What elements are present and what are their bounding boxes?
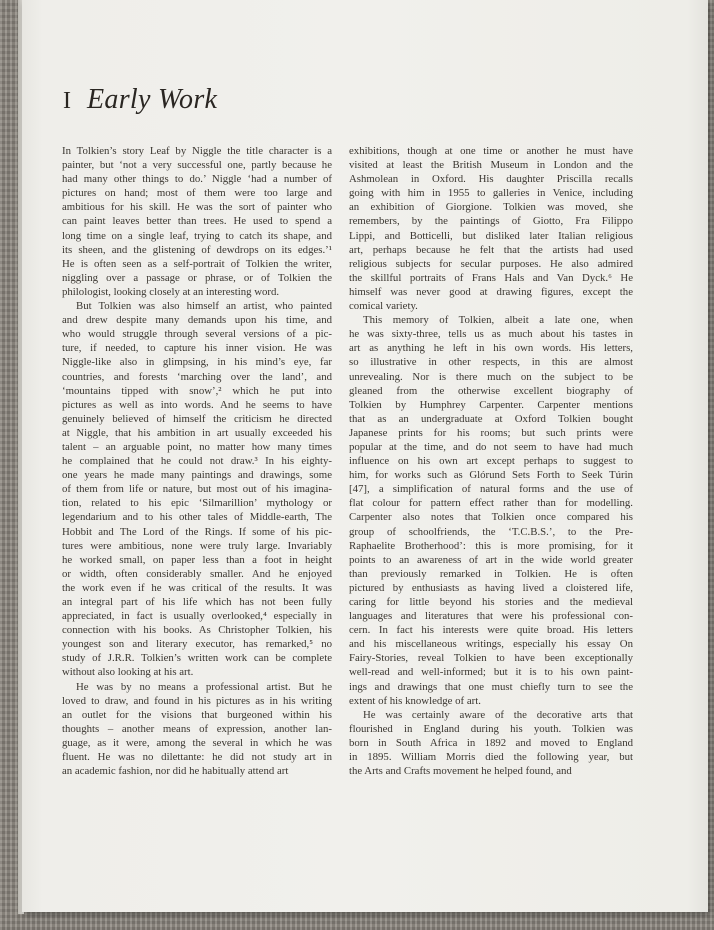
- text-line: study of J.R.R. Tolkien’s written work can be complete: [62, 652, 332, 665]
- text-line: an academic fashion, nor did he habitually attend art: [62, 765, 289, 778]
- text-line: points to an awareness of art in the wide world greater: [349, 553, 633, 566]
- text-line: flat colour for pattern effect rather than for modelling.: [349, 497, 633, 510]
- text-line: he was sixty-three, tells us as much about his tastes in: [349, 328, 633, 341]
- text-line: at Niggle, that his ambition in art usually exceeded his: [62, 426, 332, 439]
- text-line: ings and drawings that one must chiefly turn to see the: [349, 680, 633, 693]
- text-line: This memory of Tolkien, albeit a late one, when: [363, 314, 633, 327]
- text-line: remembers, by the paintings of Giotto, Fra Filippo: [349, 215, 633, 228]
- text-line: well-read and well-informed; but it is to his own paint-: [349, 666, 633, 679]
- text-line: appreciated, in fact is usually overlooked,⁴ especially in: [62, 610, 332, 623]
- right-text-column: [349, 144, 633, 778]
- text-line: who would struggle through several versions of a pic-: [62, 328, 332, 341]
- text-line: languages and literatures that were his professional con-: [349, 610, 633, 623]
- text-line: art, perhaps because he felt that the artists had used: [349, 243, 633, 256]
- text-line: Fairy-Stories, reveal Tolkien to have been exceptionally: [349, 652, 633, 665]
- text-line: fluent. He was no dilettante: he did not study art in: [62, 751, 332, 764]
- text-line: popular at the time, and do not seem to have had much: [349, 440, 633, 453]
- text-line: ture, if needed, to capture his inner vision. He was: [62, 342, 332, 355]
- text-line: group of schoolfriends, the ‘T.C.B.S.’, to the Pre-: [349, 525, 633, 538]
- text-line: But Tolkien was also himself an artist, who painted: [76, 300, 332, 313]
- text-line: so illustrative in other respects, in this are almost: [349, 356, 633, 369]
- text-line: He is often seen as a self-portrait of Tolkien the writer,: [62, 257, 332, 270]
- text-line: visited at least the British Museum in London and the: [349, 159, 633, 172]
- text-line: an outlet for the visions that burgeoned within his: [62, 708, 332, 721]
- text-line: Hobbit and The Lord of the Rings. If some of his pic-: [62, 525, 332, 538]
- left-text-column: [62, 144, 332, 778]
- text-line: philologist, looking closely at an interesting word.: [62, 285, 280, 298]
- text-line: long time on a single leaf, trying to catch its shape, and: [62, 229, 332, 242]
- text-line: niggling over a passage or phrase, or of Tolkien the: [62, 271, 332, 284]
- chapter-heading: [63, 84, 217, 116]
- text-line: Ashmolean in Oxford. His daughter Priscilla recalls: [349, 173, 633, 186]
- text-line: comical variety.: [349, 300, 418, 313]
- text-line: In Tolkien’s story Leaf by Niggle the title character is a: [62, 145, 332, 157]
- text-line: unrevealing. Nor is there much on the subject to be: [349, 370, 633, 383]
- text-line: one years he made many paintings and drawings, some: [62, 469, 332, 482]
- chapter-number: I: [63, 88, 71, 114]
- text-line: cern. In fact his interests were quite broad. His letters: [349, 624, 633, 637]
- text-line: thoughts – another means of expression, another lan-: [62, 722, 332, 735]
- text-line: Raphaelite Brotherhood’: this is more promising, for it: [349, 539, 633, 552]
- text-line: gleaned from the otherwise excellent biography of: [349, 384, 633, 397]
- text-line: tures were ambitious, none were truly large. Invariably: [62, 539, 332, 552]
- text-line: or width, often considerably smaller. And he enjoyed: [62, 567, 332, 580]
- text-line: him, for works such as Glórund Sets Forth to Seek Túrin: [349, 469, 633, 482]
- text-line: than previously remarked in Tolkien. He is often: [349, 567, 633, 580]
- text-line: genuinely believed of himself the criticism he directed: [62, 412, 332, 425]
- text-line: pictures as well as into words. And he seems to have: [62, 398, 332, 411]
- chapter-title: Early Work: [87, 84, 218, 115]
- text-line: Tolkien by Humphrey Carpenter. Carpenter mentions: [349, 398, 633, 411]
- text-line: he complained that he could not draw.³ In his eighty-: [62, 455, 332, 468]
- text-line: pictured by enthusiasts as having lived a cloistered life,: [349, 581, 633, 594]
- text-line: the skillful portraits of Frans Hals and Van Dyck.⁶ He: [349, 271, 633, 284]
- text-line: Japanese prints for his rooms; but such prints were: [349, 426, 633, 439]
- text-line: exhibitions, though at one time or another he must have: [349, 145, 633, 157]
- text-line: talent – an arguable point, no matter how many times: [62, 440, 332, 453]
- text-line: the Arts and Crafts movement he helped found, and: [349, 765, 572, 778]
- text-line: art as anything he left in his own words. His letters,: [349, 342, 633, 355]
- text-line: caring for little beyond his stories and the medieval: [349, 596, 633, 608]
- text-line: an integral part of his life which has not been fully: [62, 596, 332, 608]
- text-line: Lippi, and Botticelli, but disliked later Italian religious: [349, 229, 633, 242]
- text-line: He was certainly aware of the decorative arts that: [363, 708, 633, 721]
- text-line: born in South Africa in 1892 and moved to England: [349, 736, 633, 749]
- text-line: Niggle-like also in glimpsing, in his mind’s eye, far: [62, 356, 332, 369]
- text-line: guage, as it were, among the several in which he was: [62, 736, 332, 749]
- text-line: ‘mountains tipped with snow’,² which he put into: [62, 384, 332, 397]
- text-line: himself was never good at drawing figures, except the: [349, 285, 633, 298]
- text-line: pictures on hand; most of them were too large and: [62, 187, 332, 200]
- text-line: its sheen, and the glistening of dewdrops on its edges.’¹: [62, 243, 332, 256]
- text-line: an exhibition of Giorgione. Tolkien was moved, she: [349, 201, 633, 214]
- text-line: Carpenter also notes that Tolkien once compared his: [349, 511, 633, 524]
- text-line: that as an undergraduate at Oxford Tolkien bought: [349, 412, 633, 425]
- text-line: had many other things to do.’ Niggle ‘had a number of: [62, 173, 332, 186]
- text-line: and his miscellaneous writings, especially his essay On: [349, 638, 633, 651]
- text-line: countries, and forests ‘marching over the land’, and: [62, 370, 332, 383]
- text-line: tion, related to his epic ‘Silmarillion’ mythology or: [62, 497, 332, 510]
- text-line: going with him in 1955 to galleries in Venice, including: [349, 187, 633, 200]
- text-line: youngest son and literary executor, has remarked,⁵ no: [62, 638, 332, 651]
- text-line: of them from life or nature, but most out of his imagina-: [62, 483, 332, 496]
- text-line: influence on his own art except perhaps to suggest to: [349, 455, 633, 468]
- text-line: painter, but ‘not a very successful one, partly because he: [62, 159, 332, 172]
- text-line: religious subjects for secular purposes. He also admired: [349, 257, 633, 270]
- text-line: and drew despite many demands upon his time, and: [62, 314, 332, 327]
- text-line: loved to draw, and found in his pictures as in his writing: [62, 694, 332, 707]
- text-line: He was by no means a professional artist. But he: [76, 680, 332, 693]
- text-line: in 1895. William Morris died the following year, but: [349, 751, 633, 764]
- text-line: ambitious for his skill. He was the sort of painter who: [62, 201, 332, 214]
- text-line: without also looking at his art.: [62, 666, 194, 679]
- text-line: he worked small, on paper less than a foot in height: [62, 553, 332, 566]
- text-line: extent of his knowledge of art.: [349, 694, 481, 707]
- text-line: flourished in England during his youth. Tolkien was: [349, 722, 633, 735]
- text-line: can paint leaves better than trees. He used to spend a: [62, 215, 332, 228]
- text-line: legendarium and to his other tales of Middle-earth, The: [62, 511, 332, 524]
- text-line: connection with his books. As Christopher Tolkien, his: [62, 624, 332, 637]
- text-line: [47], a simplification of natural forms and the use of: [349, 483, 633, 496]
- text-line: the work even if he was critical of the results. It was: [62, 581, 332, 594]
